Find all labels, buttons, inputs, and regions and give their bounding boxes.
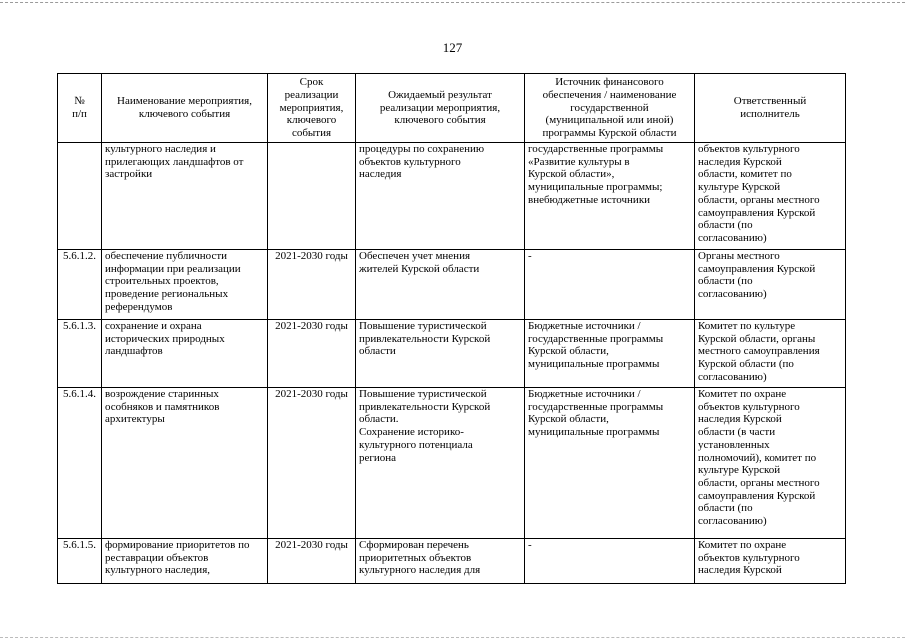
row-result: Сформирован перечень приоритетных объектов культурного наследия для xyxy=(356,539,525,584)
row-num: 5.6.1.3. xyxy=(58,320,102,388)
header-source: Источник финансового обеспечения / наименование государственной (муниципальной или иной) программы Курской области xyxy=(525,74,695,143)
table-header-row xyxy=(58,74,846,143)
row-name: формирование приоритетов по реставрации объектов культурного наследия, xyxy=(102,539,268,584)
row-name: обеспечение публичности информации при реализации строительных проектов, проведение региональных референдумов xyxy=(102,250,268,320)
header-responsible: Ответственный исполнитель xyxy=(695,74,846,143)
header-name: Наименование мероприятия, ключевого события xyxy=(102,74,268,143)
row-name: возрождение старинных особняков и памятников архитектуры xyxy=(102,388,268,539)
row-num: 5.6.1.4. xyxy=(58,388,102,539)
row-result: Повышение туристической привлекательности Курской области xyxy=(356,320,525,388)
scan-bottom-edge xyxy=(0,637,905,638)
header-num: № п/п xyxy=(58,74,102,143)
row-num: 5.6.1.2. xyxy=(58,250,102,320)
header-result: Ожидаемый результат реализации мероприятия, ключевого события xyxy=(356,74,525,143)
row-source: - xyxy=(525,250,695,320)
row-term xyxy=(268,143,356,250)
table-row xyxy=(58,320,846,388)
scan-top-edge xyxy=(0,2,905,3)
table-row xyxy=(58,250,846,320)
row-result: процедуры по сохранению объектов культурного наследия xyxy=(356,143,525,250)
table-row xyxy=(58,539,846,584)
row-responsible: Комитет по культуре Курской области, органы местного самоуправления Курской области (по согласованию) xyxy=(695,320,846,388)
row-source: Бюджетные источники / государственные программы Курской области, муниципальные программы xyxy=(525,320,695,388)
row-result: Повышение туристической привлекательности Курской области. Сохранение историко- культурного потенциала региона xyxy=(356,388,525,539)
row-term: 2021-2030 годы xyxy=(268,539,356,584)
page-number: 127 xyxy=(442,40,463,55)
row-result: Обеспечен учет мнения жителей Курской области xyxy=(356,250,525,320)
row-term: 2021-2030 годы xyxy=(268,388,356,539)
row-source: Бюджетные источники / государственные программы Курской области, муниципальные программы xyxy=(525,388,695,539)
row-source: государственные программы «Развитие культуры в Курской области», муниципальные программы; внебюджетные источники xyxy=(525,143,695,250)
row-num: 5.6.1.5. xyxy=(58,539,102,584)
row-name: культурного наследия и прилегающих ландшафтов от застройки xyxy=(102,143,268,250)
row-name: сохранение и охрана исторических природных ландшафтов xyxy=(102,320,268,388)
row-responsible: Комитет по охране объектов культурного наследия Курской области (в части установленных полномочий), комитет по культуре Курской области, органы местного самоуправления Курской области (по согласованию) xyxy=(695,388,846,539)
plan-table xyxy=(57,73,846,584)
row-source: - xyxy=(525,539,695,584)
table-row xyxy=(58,388,846,539)
table-row xyxy=(58,143,846,250)
row-term: 2021-2030 годы xyxy=(268,250,356,320)
row-responsible: Органы местного самоуправления Курской области (по согласованию) xyxy=(695,250,846,320)
row-term: 2021-2030 годы xyxy=(268,320,356,388)
row-num xyxy=(58,143,102,250)
header-term: Срок реализации мероприятия, ключевого события xyxy=(268,74,356,143)
row-responsible: Комитет по охране объектов культурного наследия Курской xyxy=(695,539,846,584)
row-responsible: объектов культурного наследия Курской области, комитет по культуре Курской области, органы местного самоуправления Курской области (по согласованию) xyxy=(695,143,846,250)
